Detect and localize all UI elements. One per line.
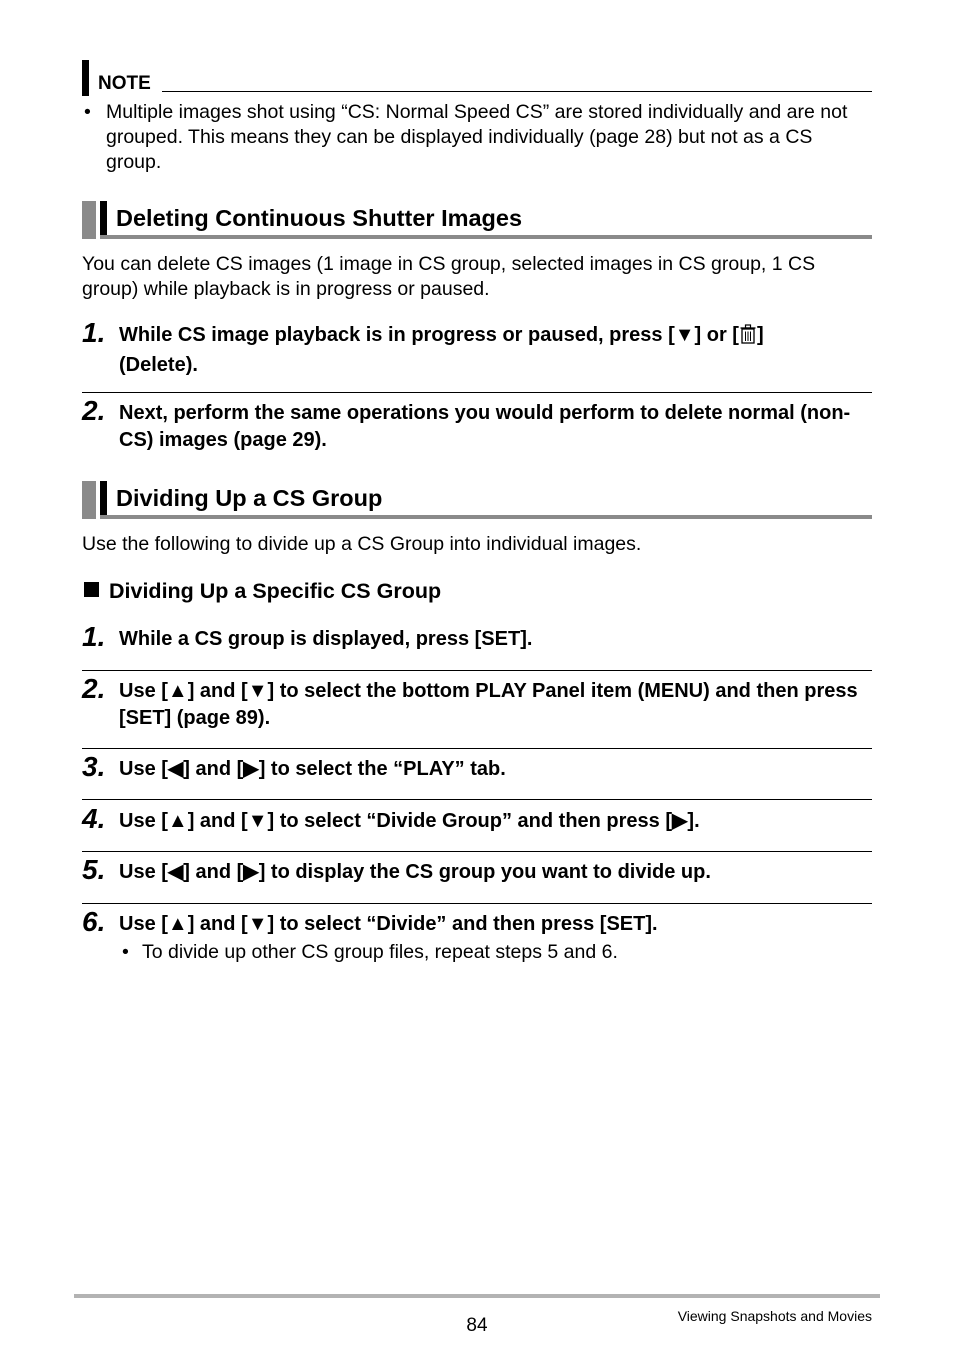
right-arrow-icon: ▶ (243, 758, 259, 780)
up-arrow-icon: ▲ (167, 810, 188, 832)
step-number: 6. (82, 906, 106, 937)
left-arrow-icon: ◀ (167, 861, 184, 883)
step-text: While CS image playback is in progress or paused, press [▼] or [ ] (Delete). (119, 324, 764, 376)
down-arrow-icon: ▼ (247, 913, 268, 935)
step-divider (82, 851, 872, 852)
section-heading-dividing (82, 481, 872, 521)
footer-chapter-title: Viewing Snapshots and Movies (677, 1308, 872, 1324)
note-bullet-text: Multiple images shot using “CS: Normal Speed CS” are stored individually and are not grouped. This means they can be displayed individually (page 28) but not as a CS group. (106, 101, 848, 173)
step-text: Next, perform the same operations you would perform to delete normal (non-CS) images (page 29). (119, 402, 851, 451)
step-text: Use [▲] and [▼] to select “Divide” and then press [SET]. (119, 913, 658, 935)
down-arrow-icon: ▼ (247, 680, 268, 702)
step-text: While a CS group is displayed, press [SET]. (119, 628, 533, 650)
trash-icon (740, 324, 756, 352)
step-6-bullet (122, 940, 872, 965)
up-arrow-icon: ▲ (167, 913, 188, 935)
note-bullet (84, 100, 872, 175)
section2-intro: Use the following to divide up a CS Group into individual images. (82, 533, 642, 555)
up-arrow-icon: ▲ (167, 680, 188, 702)
section-title: Deleting Continuous Shutter Images (116, 205, 523, 231)
step-number: 5. (82, 854, 106, 885)
step-number: 1. (82, 621, 106, 652)
bullet-dot: • (122, 941, 129, 963)
step-number: 1. (82, 317, 106, 348)
step-6-bullet-text: To divide up other CS group files, repeat steps 5 and 6. (142, 941, 618, 963)
note-marker (82, 60, 89, 96)
step-number: 4. (82, 803, 106, 834)
square-bullet-icon (84, 582, 99, 597)
step-divider (82, 799, 872, 800)
page-number: 84 (466, 1315, 488, 1336)
down-arrow-icon: ▼ (674, 324, 695, 346)
step-divider (82, 903, 872, 904)
subsection-heading: Dividing Up a Specific CS Group (84, 578, 441, 604)
step-divider (82, 670, 872, 671)
step-text: Use [▲] and [▼] to select “Divide Group” and then press [▶]. (119, 810, 700, 832)
left-arrow-icon: ◀ (167, 758, 184, 780)
section1-intro: You can delete CS images (1 image in CS group, selected images in CS group, 1 CS group) while playback is in progress or paused. (82, 253, 816, 300)
step-divider (82, 748, 872, 749)
step-number: 3. (82, 751, 106, 782)
step-text: Use [◀] and [▶] to display the CS group you want to divide up. (119, 861, 711, 883)
step-number: 2. (82, 395, 106, 426)
bullet-dot: • (84, 101, 91, 123)
step-number: 2. (82, 673, 106, 704)
section-title: Dividing Up a CS Group (116, 485, 383, 511)
step-text: Use [▲] and [▼] to select the bottom PLAY Panel item (MENU) and then press [SET] (page 89). (119, 680, 858, 729)
down-arrow-icon: ▼ (247, 810, 268, 832)
step-divider (82, 392, 872, 393)
step-text: Use [◀] and [▶] to select the “PLAY” tab. (119, 758, 506, 780)
right-arrow-icon: ▶ (672, 810, 688, 832)
section-heading-deleting (82, 201, 872, 241)
note-rule (162, 91, 872, 92)
footer-rule (74, 1294, 880, 1298)
right-arrow-icon: ▶ (243, 861, 259, 883)
note-label: NOTE (98, 73, 151, 94)
